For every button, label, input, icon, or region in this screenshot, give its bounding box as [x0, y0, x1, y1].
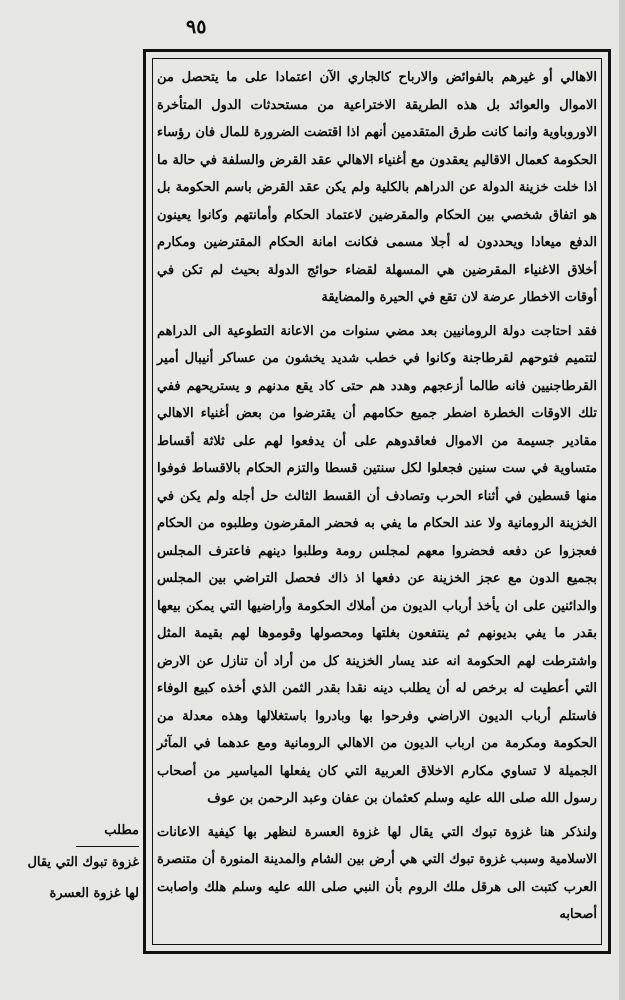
main-text-block — [157, 64, 597, 929]
scan-edge — [619, 0, 625, 1000]
paragraph: الاهالي أو غيرهم بالفوائض والارباح كالجاري الآن اعتمادا على ما يتحصل من الاموال والعوائد بل هذه الطريقة الاختراعية من مستحدثات الدول المتأخرة الاوروباوية وانما كانت طرق المتقدمين أنهم اذا اقتضت الضرورة للمال فان رؤساء الحكومة كعمال الاقاليم يعقدون مع أغنياء الاهالي عقد القرض والسلفة في حالة ما اذا خلت خزينة الدولة عن الدراهم بالكلية ولم يكن عقد القرض باسم الحكومة بل هو اتفاق شخصي بين الحكام والمقرضين لاعتماد الحكام وأمانتهم وكانوا يعينون الدفع ميعادا ويحددون له أجلا مسمى فكانت امانة الحكام المقترضين ومكارم أخلاق الاغنياء المقرضين هي المسهلة لقضاء حوائج الدولة بحيث لم تكن في أوقات الاخطار عرضة لان تقع في الحيرة والمضايقة — [157, 70, 597, 305]
page-number: ٩٥ — [186, 16, 207, 38]
margin-note-line: غزوة تبوك التي يقال — [27, 855, 139, 870]
margin-note-line: لها غزوة العسرة — [49, 886, 139, 901]
paragraph: ولنذكر هنا غزوة تبوك التي يقال لها غزوة العسرة لنظهر بها كيفية الاعانات الاسلامية وسبب غزوة تبوك التي هي أرض بين الشام والمدينة المنورة أن متنصرة العرب كتبت الى هرقل ملك الروم بأن النبي صلى الله عليه وسلم هلك واصابت أصحابه — [157, 824, 597, 922]
text-frame — [143, 49, 611, 954]
margin-note — [14, 815, 139, 909]
paragraph: فقد احتاجت دولة الرومانيين بعد مضي سنوات من الاعانة التطوعية الى الدراهم لتتميم فتوحهم لقرطاجنة وكانوا في خطب شديد يخشون من عساكر أنيبال أمير القرطاجنيين فانه طالما أزعجهم وهدد هم حتى كاد يقع مدنهم و يستريحهم ففي تلك الاوقات الخطرة اضطر جميع حكامهم أن يقترضوا من بعض أغنياء الاهالي مقادير جسيمة من الاموال فعاقدوهم على أن يدفعوا لهم على ثلاثة أقساط متساوية في ست سنين فجعلوا لكل سنتين قسطا والتزم الحكام بالاقساط فوفوا منها قسطين في أثناء الحرب وتصادف أن القسط الثالث حل أجله ولم يكن في الخزينة الرومانية ولا عند الحكام ما يفي به فحضر المقرضون وطلبوه من الحكام فعجزوا عن دفعه فحضروا معهم لمجلس رومة وطلبوا دينهم فاعترف المجلس بجميع الدون مع عجز الخزينة عن دفعها اذ ذاك فحصل التراضي بين المجلس والدائنين على ان يأخذ أرباب الديون من أملاك الحكومة وأراضيها التي يمكن بيعها بقدر ما يفي بديونهم ثم ينتفعون بغلتها ومحصولها وقوموها لهم بقيمة المثل واشترطت لهم الحكومة انه عند يسار الخزينة كل من أراد أن تنازل عن الارض التي أعطيت له برخص له أن يطلب دينه نقدا بقدر الثمن الذي أخذه كبيع الوفاء فاستلم أرباب الديون الاراضي وفرحوا بها وبادروا باستغلالها وهذه معدلة من الحكومة ومكرمة من ارباب الديون من الاهالي الرومانية ومع عدهما في المآثر الجميلة لا تساوي مكارم الاخلاق العربية التي كان يفعلها المياسير من أصحاب رسول الله صلى الله عليه وسلم كعثمان بن عفان وعبد الرحمن بن عوف — [157, 323, 597, 806]
margin-note-heading: مطلب — [76, 815, 139, 847]
